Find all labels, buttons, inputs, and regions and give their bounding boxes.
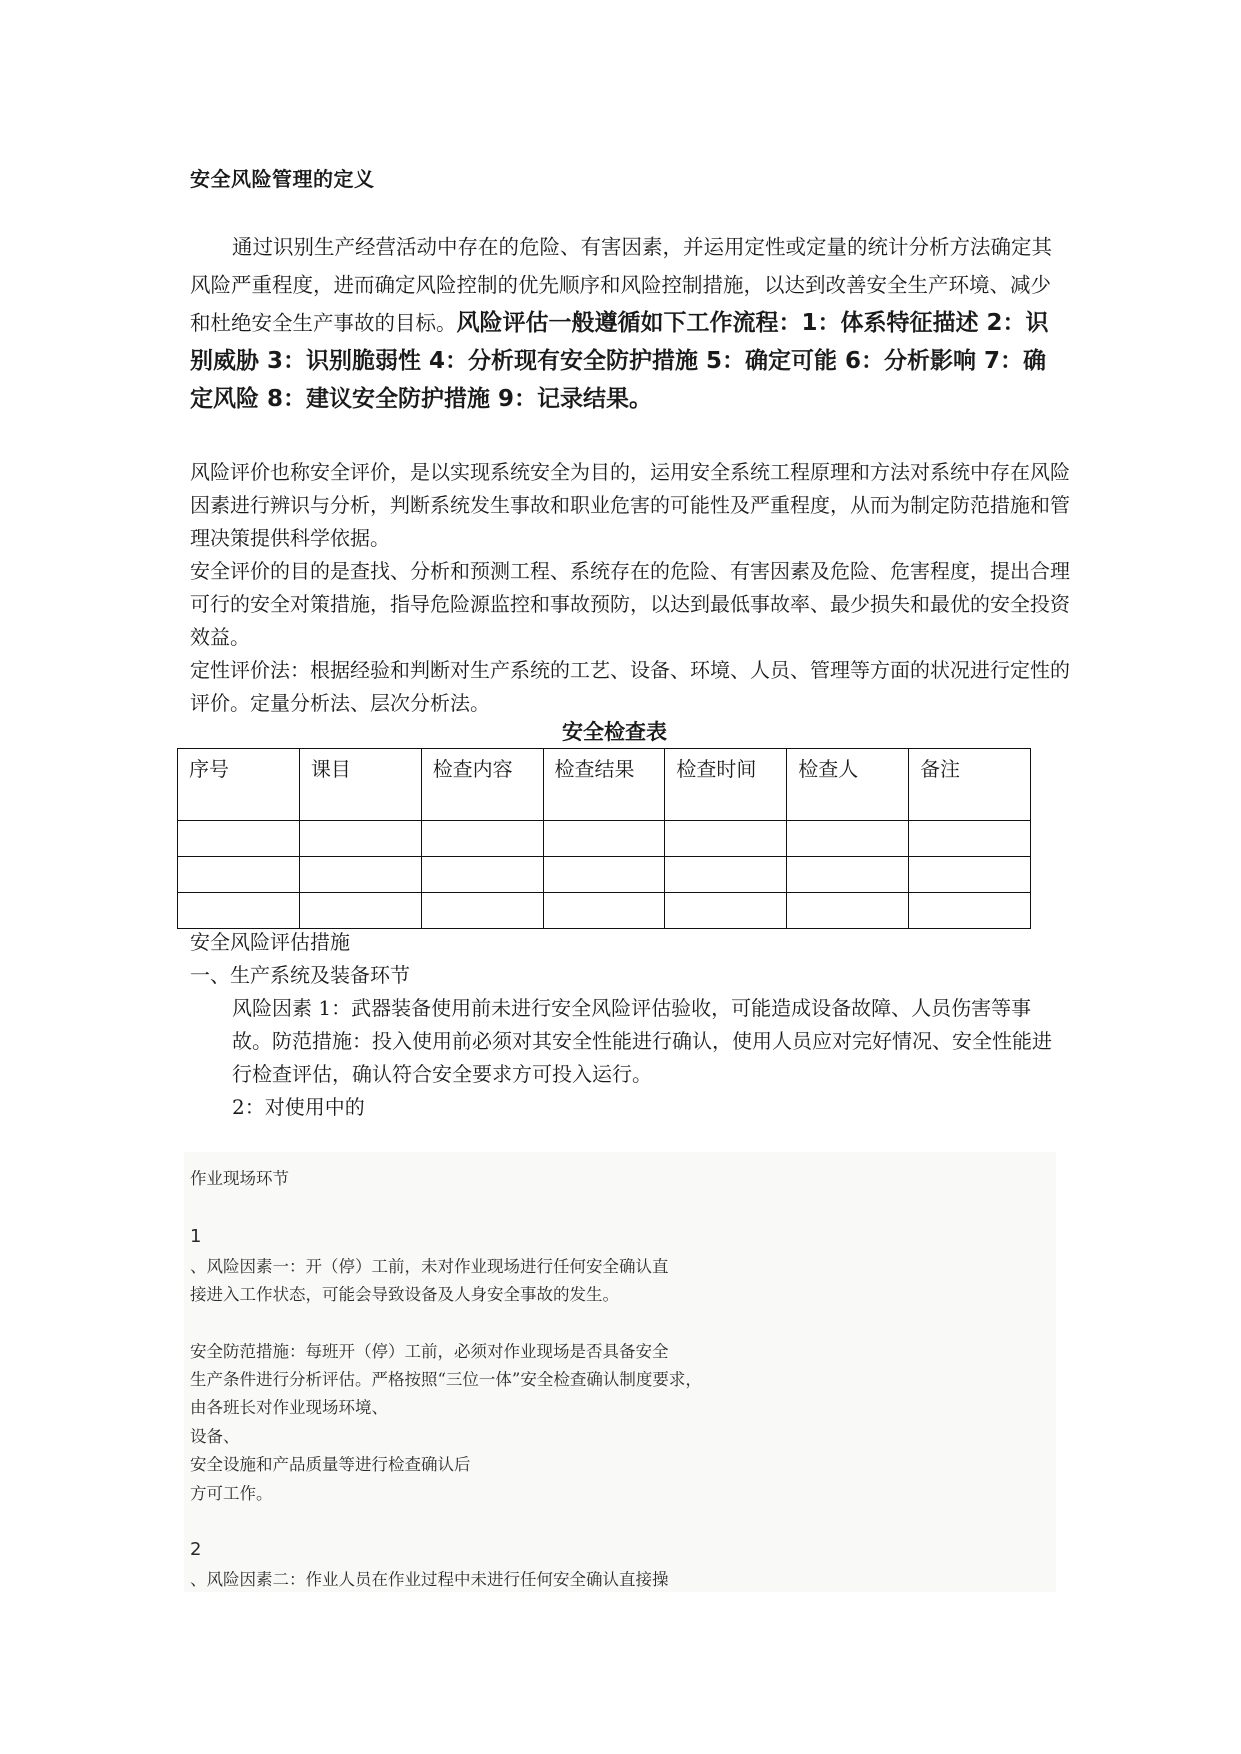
table-cell: [909, 893, 1031, 929]
site-text-line: 生产条件进行分析评估。严格按照“三位一体”安全检查确认制度要求，: [190, 1370, 702, 1389]
document-title: 安全风险管理的定义: [190, 167, 375, 191]
table-cell: [787, 893, 909, 929]
table-cell: [421, 857, 543, 893]
header-cell: 检查内容: [421, 749, 543, 821]
table-cell: [543, 893, 665, 929]
table-cell: [178, 893, 300, 929]
table-cell: [178, 857, 300, 893]
site-section-heading: 作业现场环节: [190, 1169, 289, 1188]
table-row: [178, 893, 1031, 929]
safety-checklist-table: [177, 748, 1031, 929]
table-row: [178, 857, 1031, 893]
table-title: 安全检查表: [562, 720, 667, 744]
section-heading: 一、生产系统及装备环节: [190, 963, 410, 987]
site-text-line: 接进入工作状态，可能会导致设备及人身安全事故的发生。: [190, 1285, 619, 1304]
risk-evaluation-paragraph: 风险评价也称安全评价，是以实现系统安全为目的，运用安全系统工程原理和方法对系统中存在风险因素进行辨识与分析，判断系统发生事故和职业危害的可能性及严重程度，从而为制定防范措施和管理决策提供科学依据。: [190, 460, 1070, 550]
table-cell: [665, 857, 787, 893]
table-cell: [299, 893, 421, 929]
table-cell: [787, 857, 909, 893]
site-text-line: 安全防范措施：每班开（停）工前，必须对作业现场是否具备安全: [190, 1342, 669, 1361]
site-text-line: 方可工作。: [190, 1484, 273, 1503]
site-text-line: 安全设施和产品质量等进行检查确认后: [190, 1455, 471, 1474]
table-cell: [909, 821, 1031, 857]
intro-workflow-text: 风险评估一般遵循如下工作流程：1：体系特征描述 2：识别威胁 3：识别脆弱性 4：分析现有安全防护措施 5：确定可能 6：分析影响 7：确定风险 8：建议安全防护措施 9：记录结果。: [190, 310, 1049, 412]
site-text-line: 、风险因素一：开（停）工前，未对作业现场进行任何安全确认直: [190, 1257, 669, 1276]
intro-paragraph: [190, 228, 1060, 418]
table-cell: [178, 821, 300, 857]
table-cell: [665, 893, 787, 929]
site-text-line: 设备、: [190, 1427, 240, 1446]
item-number: 2: [190, 1539, 202, 1560]
site-text-line: 由各班长对作业现场环境、: [190, 1398, 388, 1417]
table-cell: [787, 821, 909, 857]
table-cell: [543, 857, 665, 893]
table-row: [178, 821, 1031, 857]
table-cell: [909, 857, 1031, 893]
header-cell: 检查结果: [543, 749, 665, 821]
table-cell: [299, 821, 421, 857]
qualitative-method-paragraph: 定性评价法：根据经验和判断对生产系统的工艺、设备、环境、人员、管理等方面的状况进行定性的评价。定量分析法、层次分析法。: [190, 658, 1070, 715]
table-cell: [299, 857, 421, 893]
table-cell: [543, 821, 665, 857]
site-text-line: 、风险因素二：作业人员在作业过程中未进行任何安全确认直接操: [190, 1570, 669, 1589]
header-cell: 课目: [299, 749, 421, 821]
intro-text: 通过识别生产经营活动中存在的危险、有害因素，并运用定性或定量的统计分析方法确定其风险严重程度，进而确定风险控制的优先顺序和风险控制措施，以达到改善安全生产环境、减少和杜绝安全生产事故的目标。: [190, 235, 1052, 335]
risk-factor-2: 2：对使用中的: [232, 1095, 365, 1119]
header-cell: 检查人: [787, 749, 909, 821]
table-cell: [421, 893, 543, 929]
header-cell: 检查时间: [665, 749, 787, 821]
measures-heading: 安全风险评估措施: [190, 930, 350, 954]
header-cell: 序号: [178, 749, 300, 821]
header-cell: 备注: [909, 749, 1031, 821]
risk-factor-1: 风险因素 1：武器装备使用前未进行安全风险评估验收，可能造成设备故障、人员伤害等事故。防范措施：投入使用前必须对其安全性能进行确认，使用人员应对完好情况、安全性能进行检查评估，确认符合安全要求方可投入运行。: [232, 996, 1052, 1086]
evaluation-purpose-paragraph: 安全评价的目的是查找、分析和预测工程、系统存在的危险、有害因素及危险、危害程度，提出合理可行的安全对策措施，指导危险源监控和事故预防，以达到最低事故率、最少损失和最优的安全投资效益。: [190, 559, 1070, 649]
table-cell: [665, 821, 787, 857]
measures-section: [190, 926, 1070, 1124]
table-header-row: [178, 749, 1031, 821]
item-number: 1: [190, 1226, 202, 1247]
table-cell: [421, 821, 543, 857]
